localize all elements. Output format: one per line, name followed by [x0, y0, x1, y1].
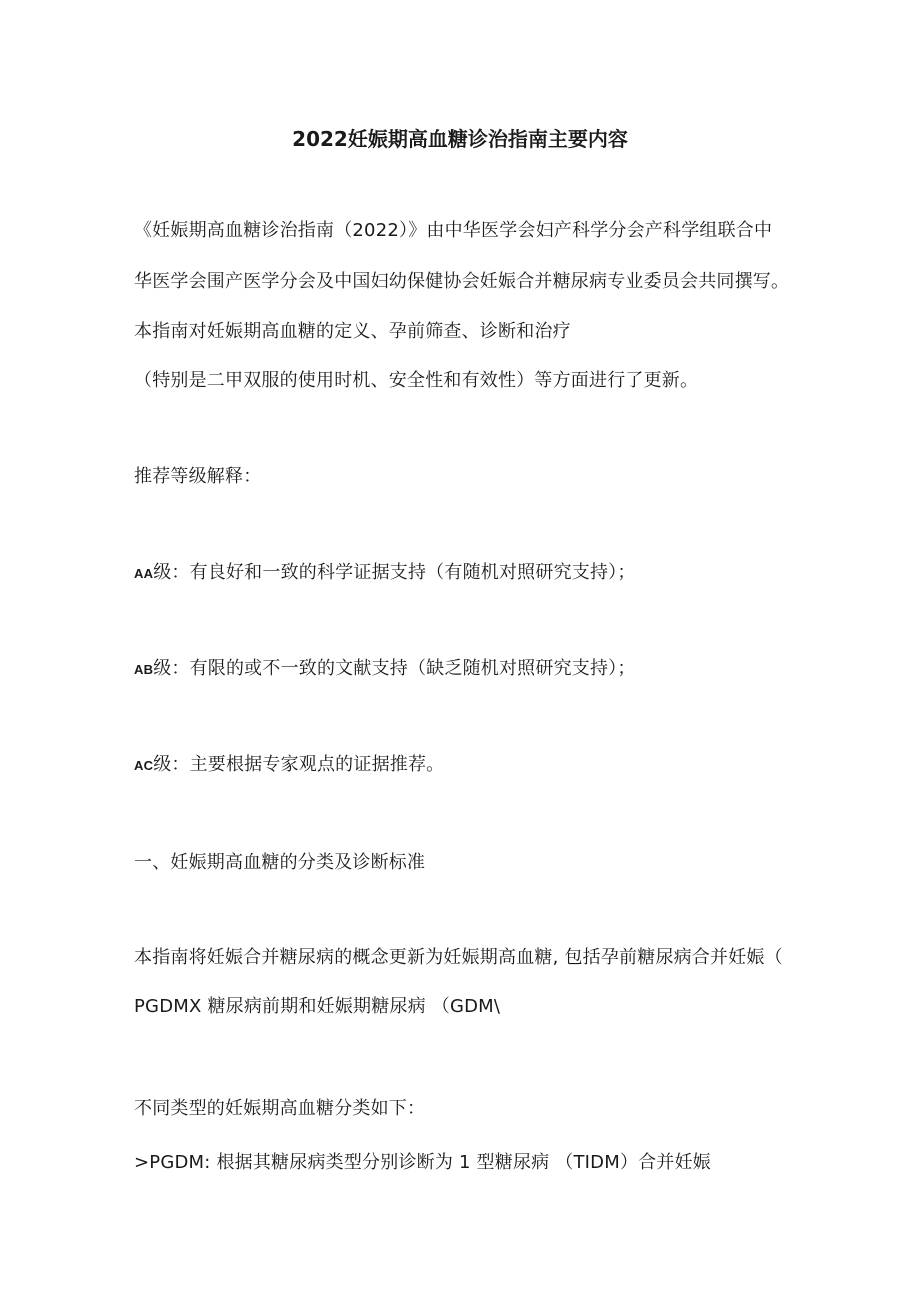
grade-code: AB — [134, 662, 154, 677]
type-item-pgdm: >PGDM: 根据其糖尿病类型分别诊断为 1 型糖尿病 （TIDM）合并妊娠 — [134, 1152, 711, 1173]
grade-code: AC — [134, 758, 154, 773]
types-heading: 不同类型的妊娠期高血糖分类如下： — [134, 1098, 426, 1119]
grading-heading: 推荐等级解释： — [134, 466, 262, 487]
intro-line-4: （特别是二甲双服的使用时机、安全性和有效性）等方面进行了更新。 — [134, 370, 699, 391]
grade-text: 级：有良好和一致的科学证据支持（有随机对照研究支持）； — [153, 562, 636, 583]
grade-code: AA — [134, 566, 154, 581]
section-1-para-line-2: PGDMX 糖尿病前期和妊娠期糖尿病 （GDM\ — [134, 996, 501, 1017]
intro-line-1: 《妊娠期高血糖诊治指南（2022）》由中华医学会妇产科学分会产科学组联合中 — [134, 220, 773, 241]
intro-line-2: 华医学会围产医学分会及中国妇幼保健协会妊娠合并糖尿病专业委员会共同撰写。 — [134, 271, 790, 292]
grade-text: 级：主要根据专家观点的证据推荐。 — [153, 754, 445, 775]
section-1-para-line-1: 本指南将妊娠合并糖尿病的概念更新为妊娠期高血糖, 包括孕前糖尿病合并妊娠（ — [134, 947, 783, 968]
grade-ac — [134, 753, 444, 778]
intro-line-3: 本指南对妊娠期高血糖的定义、孕前筛查、诊断和治疗 — [134, 321, 571, 342]
document-title: 2022妊娠期高血糖诊治指南主要内容 — [292, 127, 628, 151]
grade-text: 级：有限的或不一致的文献支持（缺乏随机对照研究支持）； — [153, 658, 636, 679]
grade-aa — [134, 561, 636, 586]
section-1-heading: 一、妊娠期高血糖的分类及诊断标准 — [134, 852, 426, 873]
grade-ab — [134, 657, 636, 682]
